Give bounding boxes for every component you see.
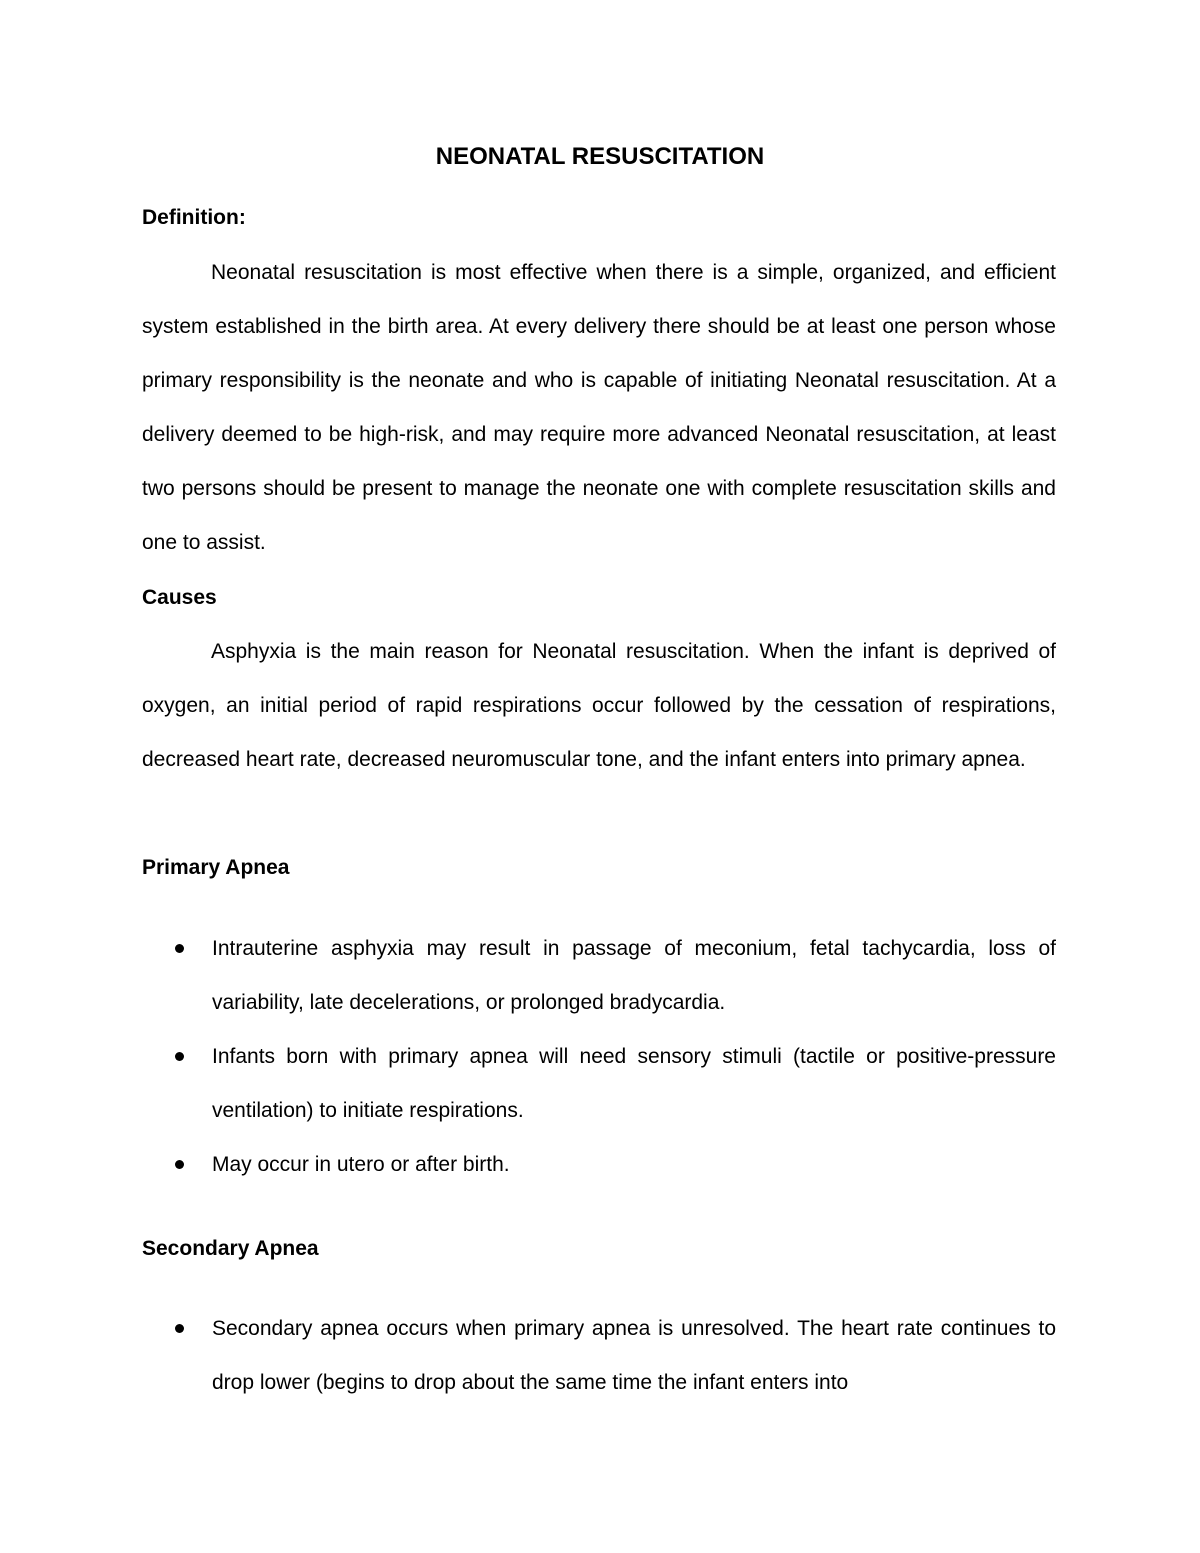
list-item-text: Intrauterine asphyxia may result in passage of meconium, fetal tachycardia, loss of variability, late decelerations, or prolonged bradycardia.: [212, 937, 1056, 1014]
list-item: [212, 1030, 1056, 1138]
list-item: [212, 1302, 1056, 1410]
list-item: [212, 922, 1056, 1030]
bullet-icon: [175, 1324, 184, 1333]
document-title: NEONATAL RESUSCITATION: [435, 143, 765, 170]
heading-primary-apnea: Primary Apnea: [142, 856, 290, 879]
paragraph-definition: Neonatal resuscitation is most effective when there is a simple, organized, and efficient system established in the birth area. At every delivery there should be at least one person whose primary responsibility is the neonate and who is capable of initiating Neonatal resuscitation. At a delivery deemed to be high-risk, and may require more advanced Neonatal resuscitation, at least two persons should be present to manage the neonate one with complete resuscitation skills and one to assist.: [142, 261, 1056, 554]
heading-secondary-apnea: Secondary Apnea: [142, 1237, 319, 1260]
heading-definition: Definition:: [142, 206, 246, 229]
bullet-icon: [175, 1160, 184, 1169]
paragraph-causes: Asphyxia is the main reason for Neonatal resuscitation. When the infant is deprived of oxygen, an initial period of rapid respirations occur followed by the cessation of respirations, decreased heart rate, decreased neuromuscular tone, and the infant enters into primary apnea.: [142, 640, 1056, 771]
list-item: [212, 1138, 1056, 1192]
primary-apnea-list: [212, 922, 1056, 1192]
heading-causes: Causes: [142, 586, 217, 609]
list-item-text: Infants born with primary apnea will need sensory stimuli (tactile or positive-pressure ventilation) to initiate respirations.: [212, 1045, 1056, 1122]
list-item-text: May occur in utero or after birth.: [212, 1153, 510, 1176]
bullet-icon: [175, 1052, 184, 1061]
bullet-icon: [175, 944, 184, 953]
secondary-apnea-list: [212, 1302, 1056, 1410]
list-item-text: Secondary apnea occurs when primary apnea is unresolved. The heart rate continues to drop lower (begins to drop about the same time the infant enters into: [212, 1317, 1056, 1394]
